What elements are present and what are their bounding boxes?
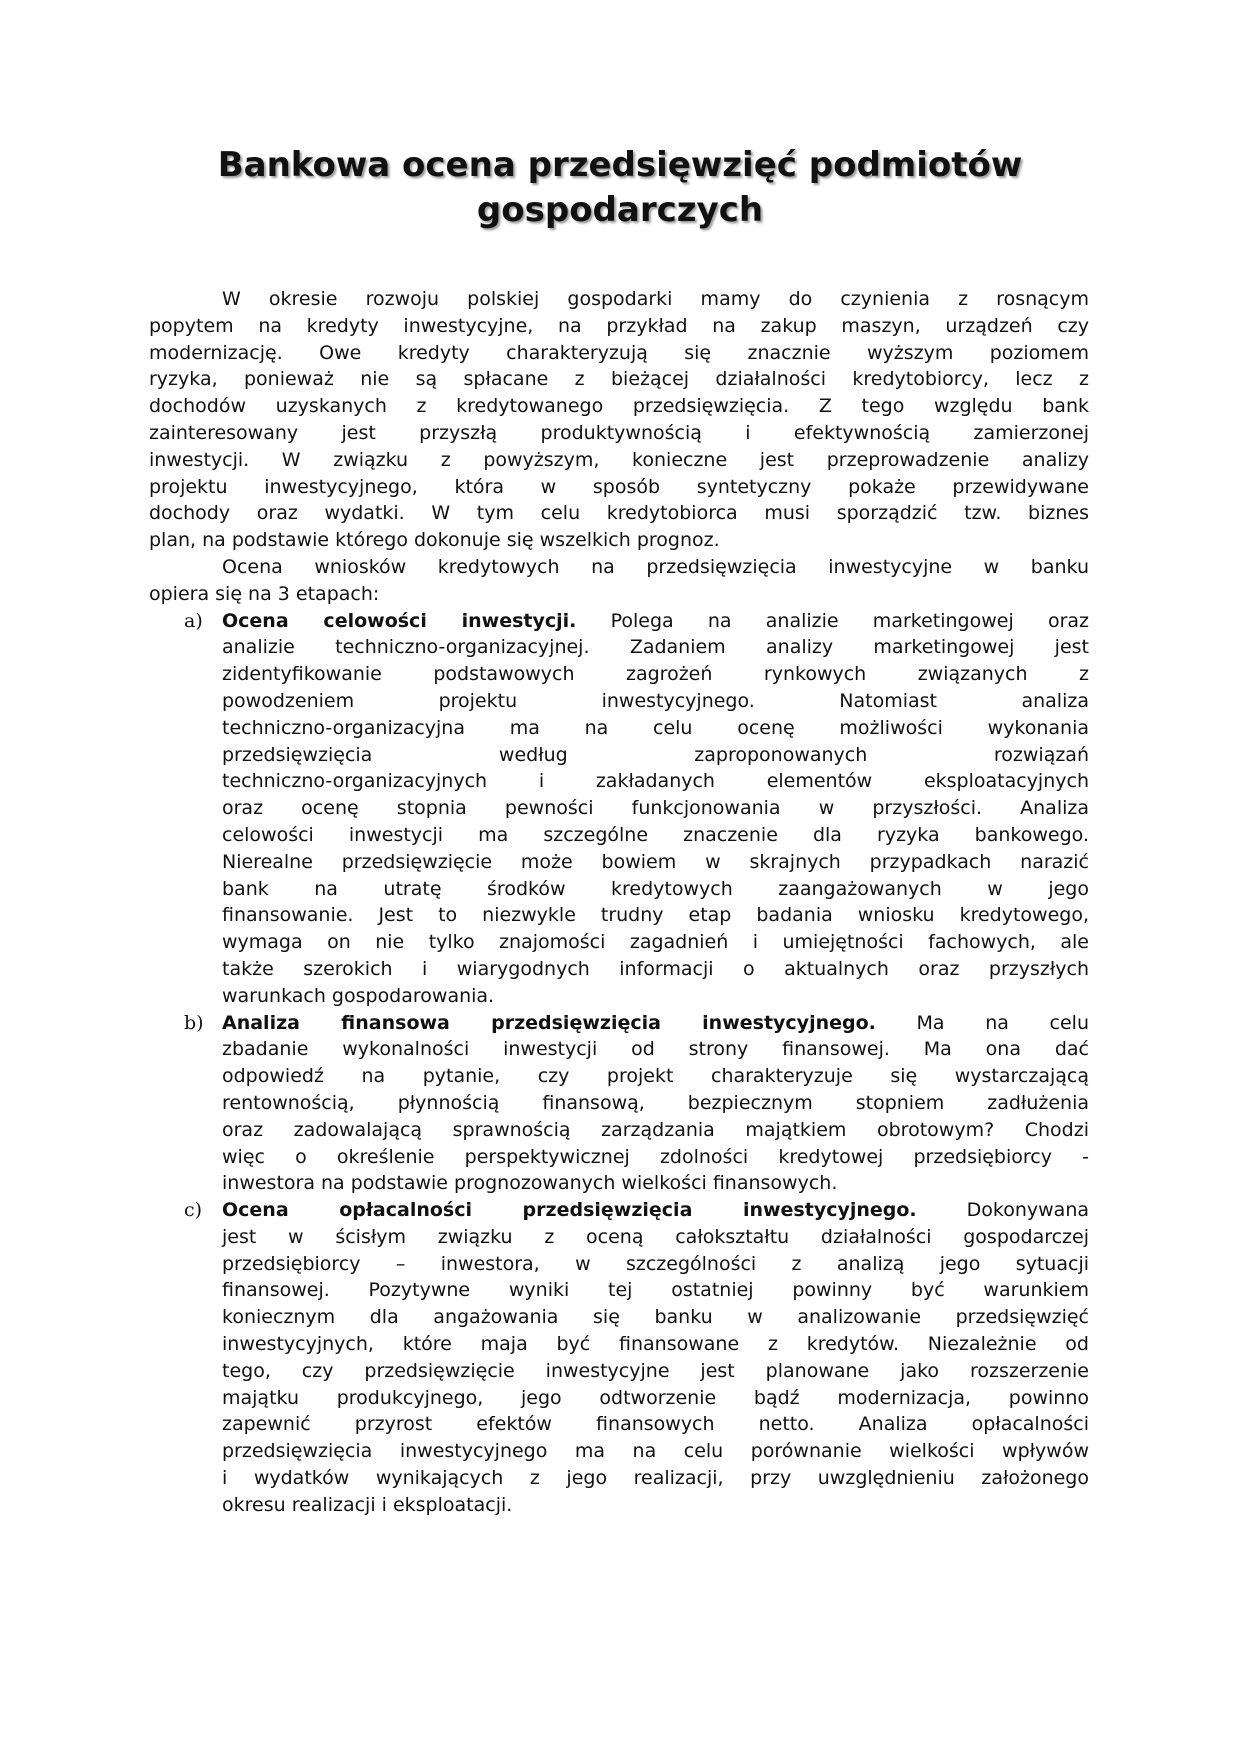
list-item-heading: Ocena opłacalności przedsięwzięcia inwestycyjnego. <box>222 1199 917 1222</box>
text-line: oraz zadowalającą sprawnością zarządzania majątkiem obrotowym? Chodzi <box>222 1118 1089 1141</box>
text-line: zainteresowany jest przyszłą produktywnością i efektywnością zamierzonej <box>149 421 1089 444</box>
text-line: warunkach gospodarowania. <box>222 984 495 1007</box>
text-line: przedsiębiorcy – inwestora, w szczególności z analizą jego sytuacji <box>222 1252 1089 1275</box>
text-line: koniecznym dla angażowania się banku w analizowanie przedsięwzięć <box>222 1306 1089 1329</box>
list-item-text: Polega na analizie marketingowej oraz <box>576 609 1090 632</box>
list-item <box>149 608 1089 1010</box>
text-line: odpowiedź na pytanie, czy projekt charakteryzuje się wystarczającą <box>222 1065 1089 1088</box>
text-line <box>222 1197 1089 1224</box>
list-item <box>149 1010 1089 1198</box>
text-line: projektu inwestycyjnego, która w sposób syntetyczny pokaże przewidywane <box>149 475 1089 498</box>
text-line: W okresie rozwoju polskiej gospodarki mamy do czynienia z rosnącym <box>222 288 1089 310</box>
text-line: tego, czy przedsięwzięcie inwestycyjne jest planowane jako rozszerzenie <box>222 1359 1089 1382</box>
document-body <box>149 286 1089 1519</box>
text-line: inwestycyjnych, które maja być finansowane z kredytów. Niezależnie od <box>222 1333 1089 1356</box>
text-line: finansowanie. Jest to niezwykle trudny etap badania wniosku kredytowego, <box>222 904 1089 927</box>
list-item-heading: Analiza finansowa przedsięwzięcia inwestycyjnego. <box>222 1011 876 1034</box>
text-line: finansowej. Pozytywne wyniki tej ostatniej powinny być warunkiem <box>222 1279 1089 1302</box>
text-line: inwestycji. W związku z powyższym, konieczne jest przeprowadzenie analizy <box>149 448 1089 471</box>
text-line: powodzeniem projektu inwestycyjnego. Natomiast analiza <box>222 689 1089 712</box>
text-line: Ocena wniosków kredytowych na przedsięwzięcia inwestycyjne w banku <box>222 555 1089 578</box>
document-title <box>0 143 1240 233</box>
text-line: techniczno-organizacyjnych i zakładanych elementów eksploatacyjnych <box>222 770 1089 793</box>
text-line: i wydatków wynikających z jego realizacji, przy uwzględnieniu założonego <box>222 1467 1089 1490</box>
text-line: dochody oraz wydatki. W tym celu kredytobiorca musi sporządzić tzw. biznes <box>149 502 1089 525</box>
paragraph <box>149 286 1089 554</box>
text-line: celowości inwestycji ma szczególne znaczenie dla ryzyka bankowego. <box>222 823 1089 846</box>
text-line: jest w ścisłym związku z oceną całokształtu działalności gospodarczej <box>222 1225 1089 1248</box>
list-item-heading: Ocena celowości inwestycji. <box>222 609 577 632</box>
text-line: oraz ocenę stopnia pewności funkcjonowania w przyszłości. Analiza <box>222 797 1089 820</box>
text-line: zbadanie wykonalności inwestycji od strony finansowej. Ma ona dać <box>222 1038 1089 1061</box>
text-line: majątku produkcyjnego, jego odtworzenie bądź modernizacja, powinno <box>222 1386 1089 1409</box>
text-line: popytem na kredyty inwestycyjne, na przykład na zakup maszyn, urządzeń czy <box>149 314 1089 337</box>
text-line: także szerokich i wiarygodnych informacji o aktualnych oraz przyszłych <box>222 957 1089 980</box>
text-line: techniczno-organizacyjna ma na celu ocenę możliwości wykonania <box>222 716 1089 739</box>
text-line: okresu realizacji i eksploatacji. <box>222 1493 513 1516</box>
text-line: bank na utratę środków kredytowych zaangażowanych w jego <box>222 877 1089 900</box>
text-line <box>222 608 1089 635</box>
text-line: Nierealne przedsięwzięcie może bowiem w skrajnych przypadkach narazić <box>222 850 1089 873</box>
text-line: opiera się na 3 etapach: <box>149 582 380 605</box>
text-line: wymaga on nie tylko znajomości zagadnień i umiejętności fachowych, ale <box>222 931 1089 954</box>
text-line: przedsięwzięcia inwestycyjnego ma na celu porównanie wielkości wpływów <box>222 1440 1089 1463</box>
title-line: gospodarczych <box>476 190 764 230</box>
text-line: więc o określenie perspektywicznej zdolności kredytowej przedsiębiorcy - <box>222 1145 1089 1168</box>
paragraph <box>149 554 1089 608</box>
text-line: dochodów uzyskanych z kredytowanego przedsięwzięcia. Z tego względu bank <box>149 395 1089 418</box>
text-line: inwestora na podstawie prognozowanych wielkości finansowych. <box>222 1172 838 1195</box>
list-item-text: Ma na celu <box>875 1011 1090 1034</box>
text-line: rentownością, płynnością finansową, bezpiecznym stopniem zadłużenia <box>222 1091 1089 1114</box>
text-line: modernizację. Owe kredyty charakteryzują się znacznie wyższym poziomem <box>149 341 1089 364</box>
list-marker: a) <box>184 609 203 632</box>
list-item-text: Dokonywana <box>916 1199 1089 1222</box>
text-line: ryzyka, ponieważ nie są spłacane z bieżącej działalności kredytobiorcy, lecz z <box>149 368 1089 391</box>
text-line: plan, na podstawie którego dokonuje się wszelkich prognoz. <box>149 529 720 552</box>
title-line: Bankowa ocena przedsięwzięć podmiotów <box>217 145 1023 185</box>
text-line: przedsięwzięcia według zaproponowanych rozwiązań <box>222 743 1089 766</box>
text-line: zapewnić przyrost efektów finansowych netto. Analiza opłacalności <box>222 1413 1089 1436</box>
text-line <box>222 1010 1089 1037</box>
list-marker: b) <box>184 1011 204 1034</box>
list-marker: c) <box>184 1199 203 1222</box>
text-line: analizie techniczno-organizacyjnej. Zadaniem analizy marketingowej jest <box>222 636 1089 659</box>
text-line: zidentyfikowanie podstawowych zagrożeń rynkowych związanych z <box>222 663 1089 686</box>
list-item <box>149 1197 1089 1519</box>
